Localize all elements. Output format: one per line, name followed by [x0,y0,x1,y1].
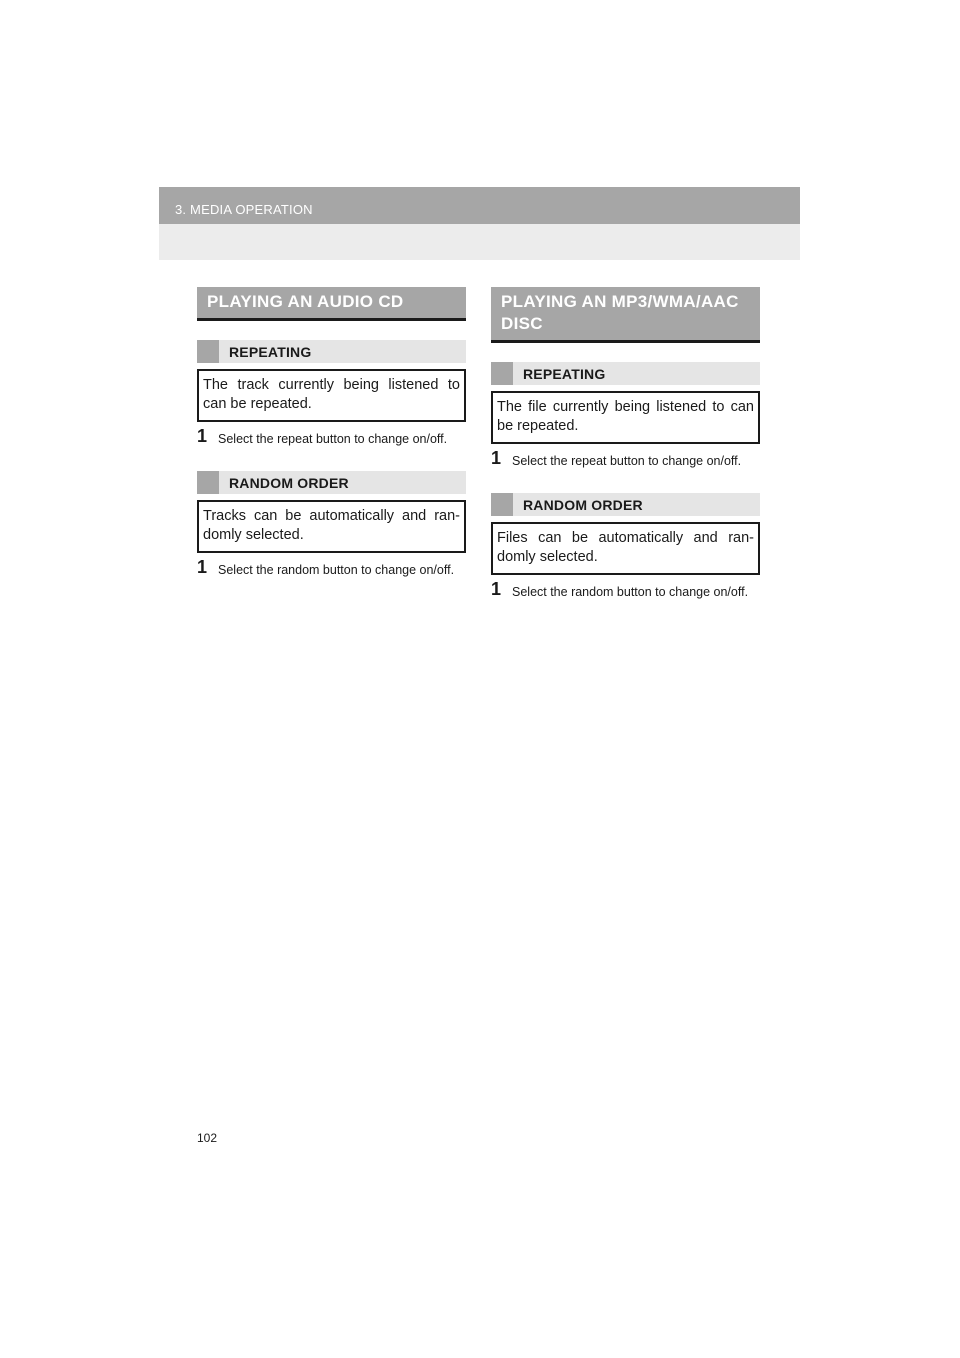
step-repeat [197,426,466,449]
subheading-random-order [491,493,760,516]
subheading-label: RANDOM ORDER [229,475,349,491]
chapter-header-bar [159,187,800,224]
step-repeat [491,448,760,471]
step-text: Select the repeat button to change on/off. [218,432,448,446]
step-text: Select the random button to change on/off. [218,563,455,577]
subheading-marker [491,493,513,516]
subheading-label: RANDOM ORDER [523,497,643,513]
step-text: Select the repeat button to change on/off. [512,454,742,468]
subheading-marker [491,362,513,385]
step-random [197,557,466,580]
subheading-label: REPEATING [523,366,606,382]
step-number: 1 [491,579,502,599]
step-number: 1 [197,426,208,446]
info-box-random-order: Tracks can be automatically and ran-domly selected. [197,500,466,553]
subheading-random-order [197,471,466,494]
left-column [197,287,466,580]
chapter-header [159,187,800,260]
chapter-title: 3. MEDIA OPERATION [175,202,313,217]
info-box-repeating: The track currently being listened to can be repeated. [197,369,466,422]
info-box-repeating: The file currently being listened to can be repeated. [491,391,760,444]
step-number: 1 [491,448,502,468]
section-title-mp3-disc: PLAYING AN MP3/WMA/AAC DISC [491,287,760,343]
subheading-label: REPEATING [229,344,312,360]
step-random [491,579,760,602]
section-title-audio-cd: PLAYING AN AUDIO CD [197,287,466,321]
page-number: 102 [197,1131,218,1145]
subheading-marker [197,471,219,494]
subheading-repeating [197,340,466,363]
info-box-random-order: Files can be automatically and ran-domly selected. [491,522,760,575]
subheading-marker [197,340,219,363]
step-text: Select the random button to change on/off. [512,585,749,599]
subheading-repeating [491,362,760,385]
step-number: 1 [197,557,208,577]
right-column [491,287,760,602]
